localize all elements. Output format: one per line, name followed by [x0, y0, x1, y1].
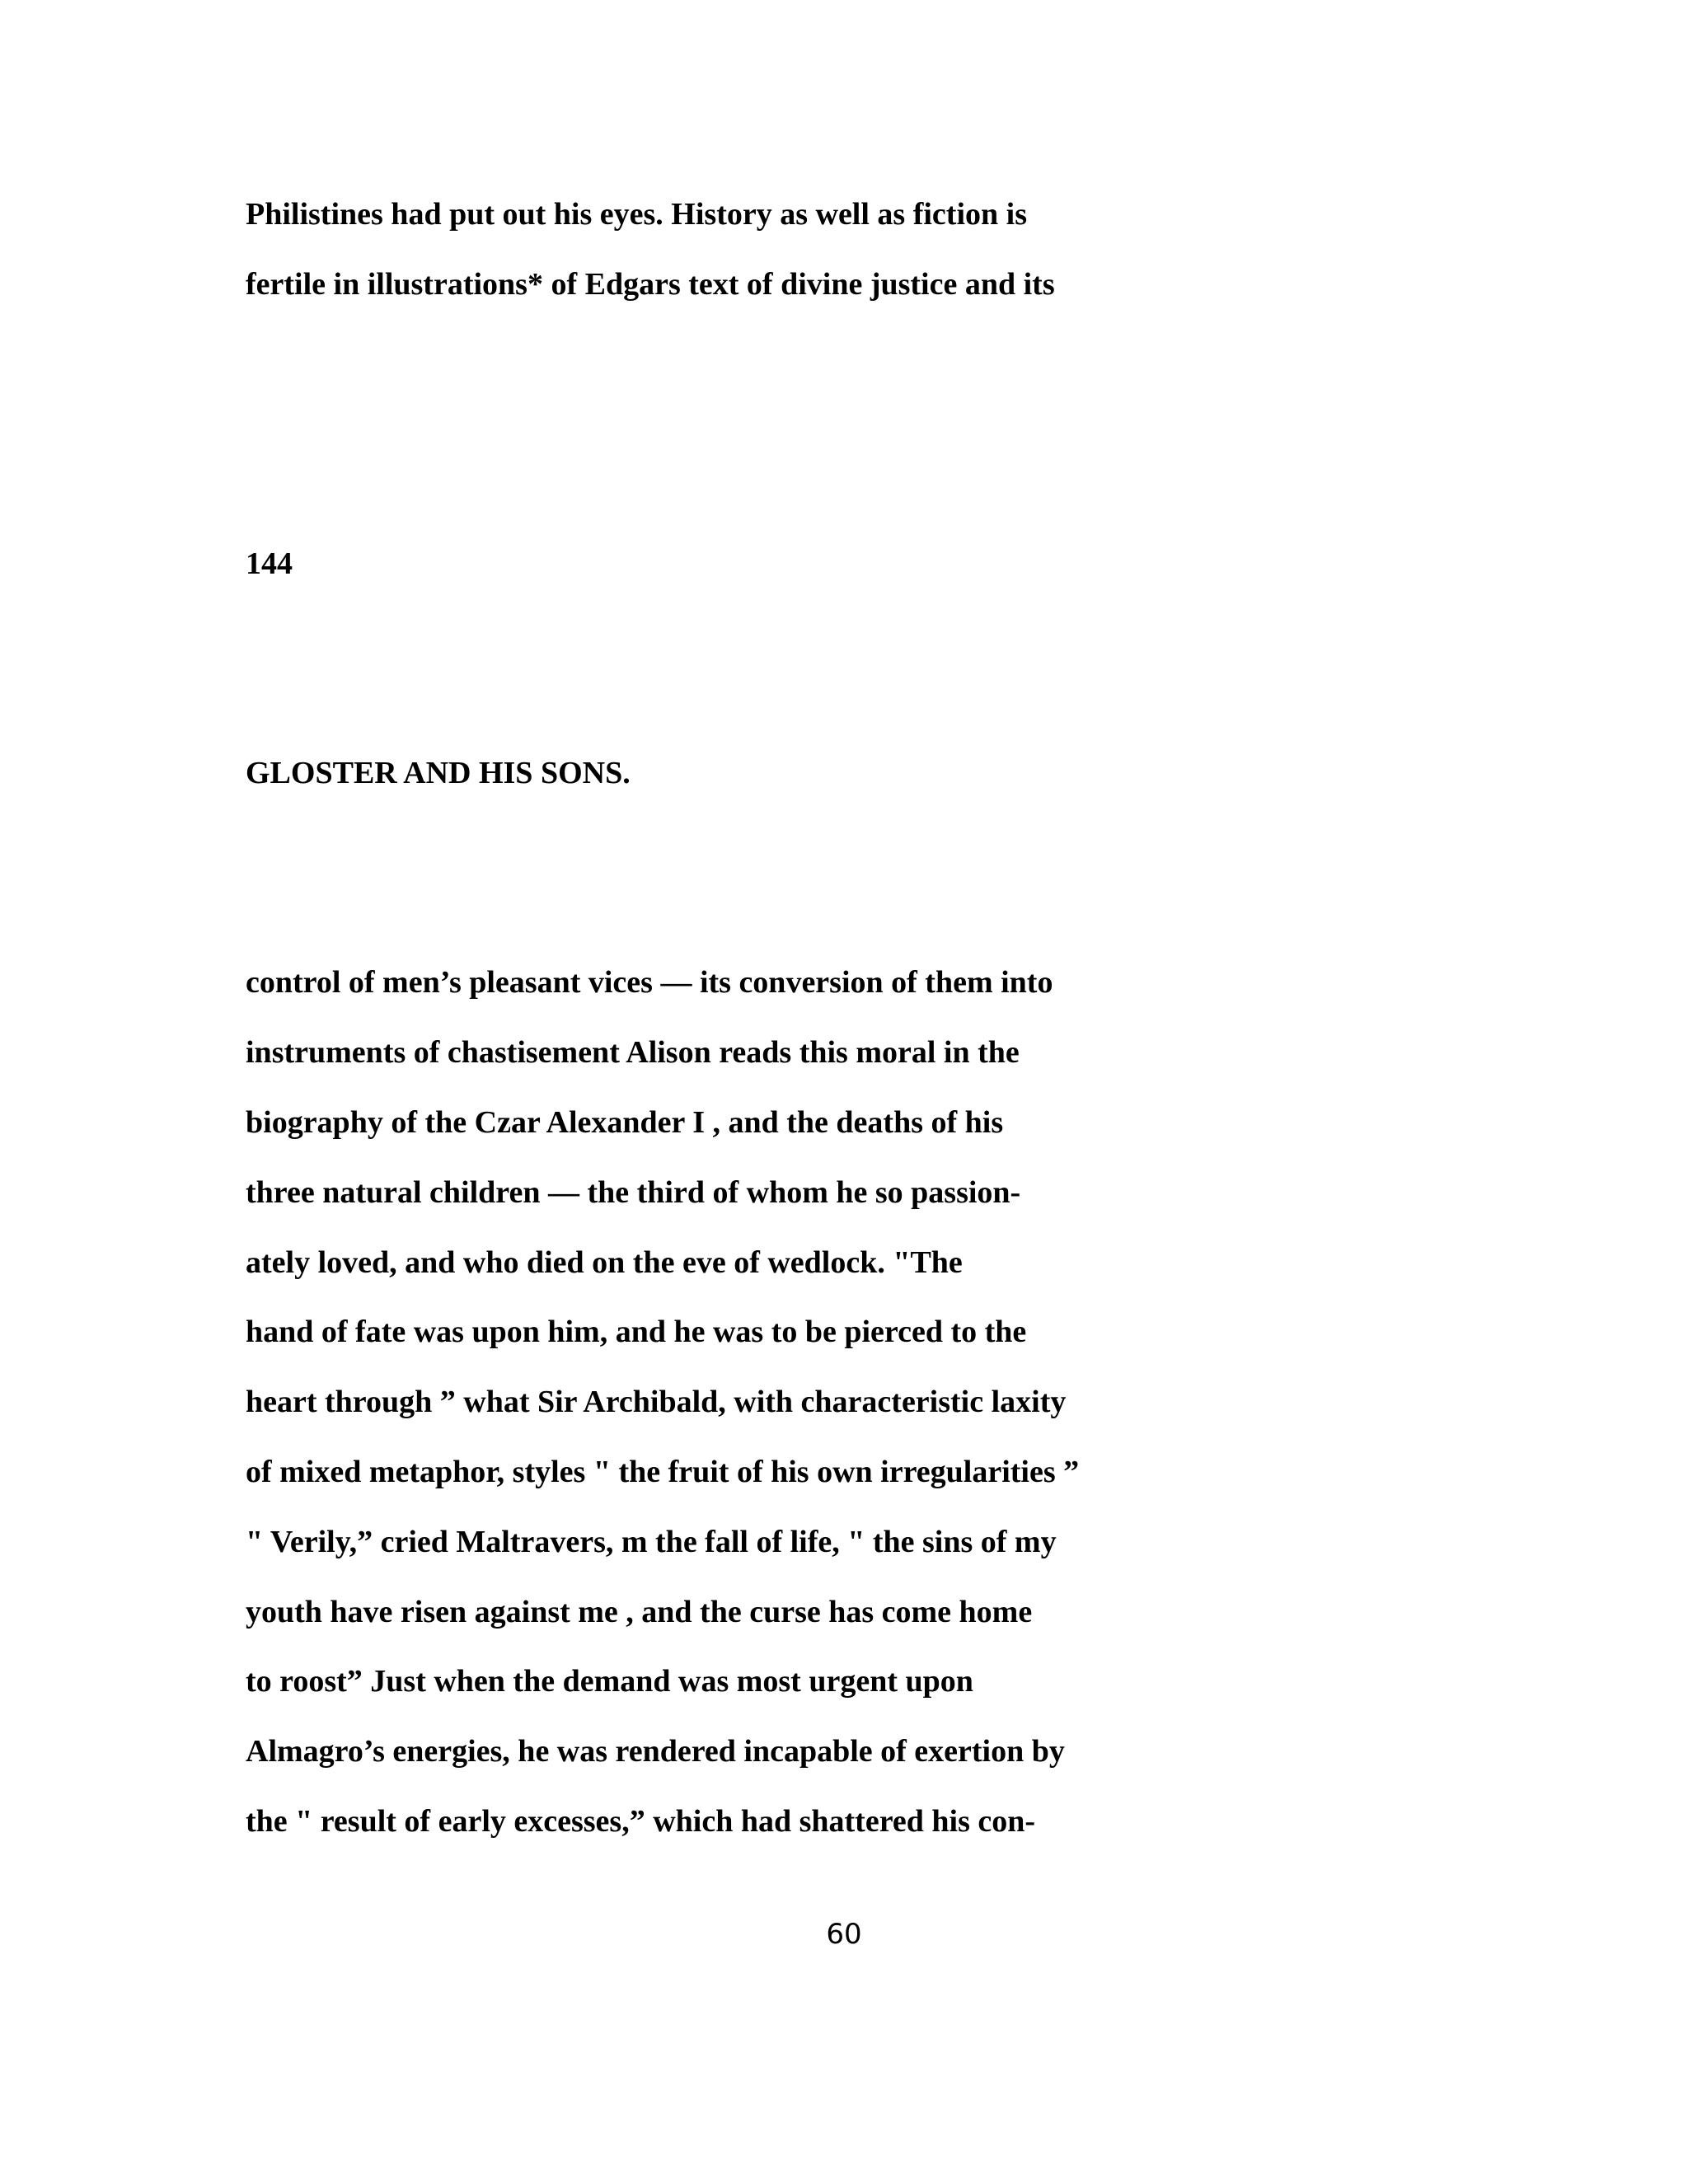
text-line: " Verily,” cried Maltravers, m the fall of life, " the sins of my [246, 1525, 1057, 1559]
text-line: to roost” Just when the demand was most urgent upon [246, 1664, 973, 1699]
text-line: hand of fate was upon him, and he was to be pierced to the [246, 1315, 1027, 1349]
text-line: fertile in illustrations* of Edgars text of divine justice and its [246, 267, 1055, 302]
text-line: of mixed metaphor, styles " the fruit of his own irregularities ” [246, 1455, 1080, 1489]
text-line: biography of the Czar Alexander I , and the deaths of his [246, 1105, 1004, 1140]
text-line: heart through ” what Sir Archibald, with characteristic laxity [246, 1385, 1067, 1419]
text-line: instruments of chastisement Alison reads this moral in the [246, 1035, 1020, 1070]
page-number: 60 [826, 1918, 862, 1951]
text-line: Almagro’s energies, he was rendered incapable of exertion by [246, 1734, 1065, 1769]
text-line: youth have risen against me , and the curse has come home [246, 1595, 1033, 1629]
text-line: ately loved, and who died on the eve of wedlock. "The [246, 1245, 963, 1280]
original-page-number: 144 [246, 546, 293, 581]
running-header: GLOSTER AND HIS SONS. [246, 756, 631, 790]
text-line: the " result of early excesses,” which had shattered his con- [246, 1804, 1036, 1839]
text-line: control of men’s pleasant vices — its conversion of them into [246, 965, 1053, 1000]
text-line: Philistines had put out his eyes. History as well as fiction is [246, 197, 1027, 232]
text-line: three natural children — the third of whom he so passion- [246, 1175, 1021, 1210]
